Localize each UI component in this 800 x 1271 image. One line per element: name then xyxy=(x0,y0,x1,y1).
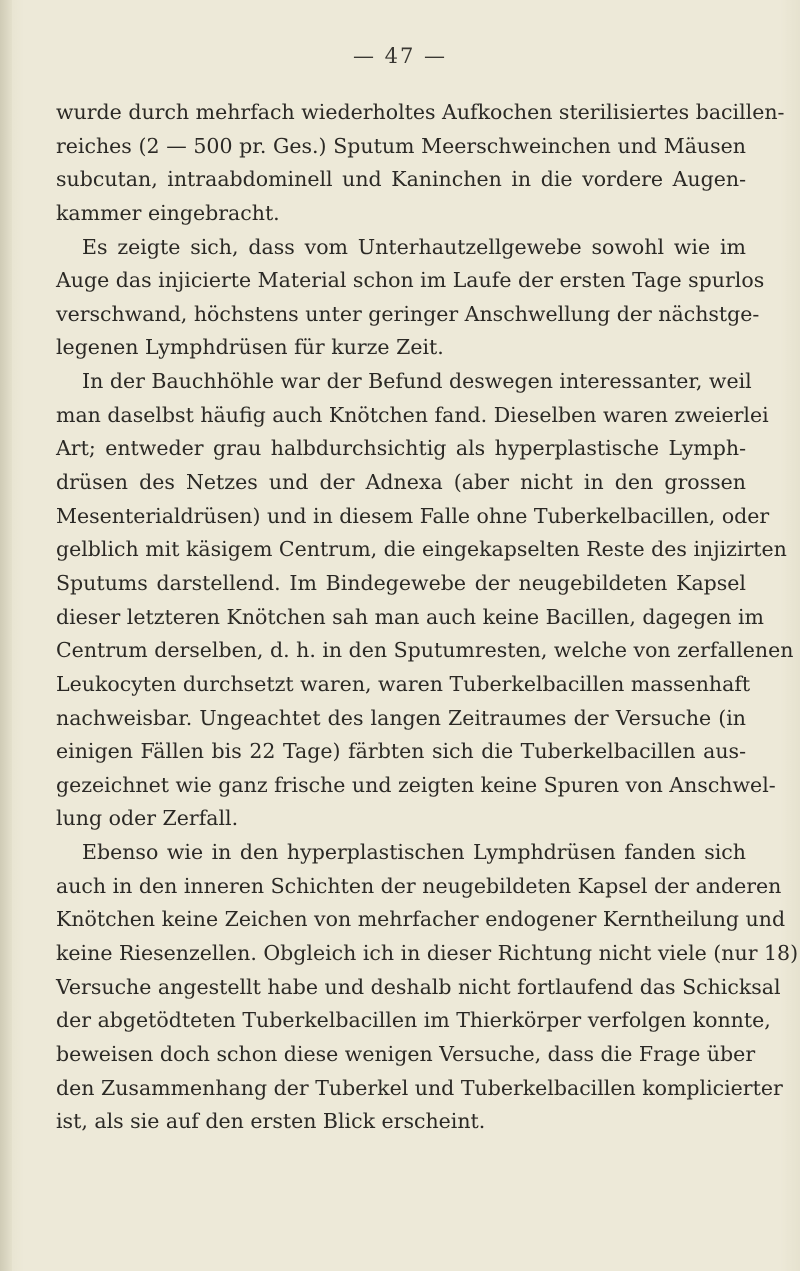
text-line: drüsen des Netzes und der Adnexa (aber nicht in den grossen xyxy=(56,470,746,495)
text-line: Auge das injicierte Material schon im Laufe der ersten Tage spurlos xyxy=(56,268,765,293)
text-line: auch in den inneren Schichten der neugebildeten Kapsel der anderen xyxy=(56,873,782,898)
text-line: einigen Fällen bis 22 Tage) färbten sich die Tuberkelbacillen aus- xyxy=(56,739,746,764)
text-line: Ebenso wie in den hyperplastischen Lymphdrüsen fanden sich xyxy=(82,840,746,865)
text-line: Es zeigte sich, dass vom Unterhautzellgewebe sowohl wie im xyxy=(82,234,746,259)
page-number: — 47 — xyxy=(352,44,448,68)
text-line: In der Bauchhöhle war der Befund deswegen interessanter, weil xyxy=(82,369,752,394)
text-line: Versuche angestellt habe und deshalb nicht fortlaufend das Schicksal xyxy=(56,974,781,999)
text-line: subcutan, intraabdominell und Kaninchen in die vordere Augen- xyxy=(56,167,746,192)
text-line: Sputums darstellend. Im Bindegewebe der neugebildeten Kapsel xyxy=(56,570,746,595)
text-line: reiches (2 — 500 pr. Ges.) Sputum Meerschweinchen und Mäusen xyxy=(56,133,746,158)
text-line: dieser letzteren Knötchen sah man auch keine Bacillen, dagegen im xyxy=(56,604,764,629)
text-line: legenen Lymphdrüsen für kurze Zeit. xyxy=(56,335,444,360)
text-line: gelblich mit käsigem Centrum, die eingekapselten Reste des injizirten xyxy=(56,537,787,562)
text-line: gezeichnet wie ganz frische und zeigten keine Spuren von Anschwel- xyxy=(56,772,776,797)
text-line: Leukocyten durchsetzt waren, waren Tuberkelbacillen massenhaft xyxy=(56,671,751,696)
paragraph-3 xyxy=(56,365,794,836)
text-line: Art; entweder grau halbdurchsichtig als hyperplastische Lymph- xyxy=(56,436,746,461)
text-line: man daselbst häufig auch Knötchen fand. Dieselben waren zweierlei xyxy=(56,402,769,427)
text-line: ist, als sie auf den ersten Blick erscheint. xyxy=(56,1109,486,1134)
paragraph-2 xyxy=(56,231,765,366)
text-line: wurde durch mehrfach wiederholtes Aufkochen sterilisiertes bacillen- xyxy=(56,100,785,124)
text-line: nachweisbar. Ungeachtet des langen Zeitraumes der Versuche (in xyxy=(56,705,746,730)
text-line: Centrum derselben, d. h. in den Sputumresten, welche von zerfallenen xyxy=(56,638,794,663)
text-line: Knötchen keine Zeichen von mehrfacher endogener Kerntheilung und xyxy=(56,907,786,932)
text-line: der abgetödteten Tuberkelbacillen im Thierkörper verfolgen konnte, xyxy=(56,1008,771,1033)
paragraph-1 xyxy=(56,96,785,231)
body-text xyxy=(56,96,799,1139)
text-line: Mesenterialdrüsen) und in diesem Falle ohne Tuberkelbacillen, oder xyxy=(56,503,770,528)
text-line: lung oder Zerfall. xyxy=(56,806,239,831)
text-line: den Zusammenhang der Tuberkel und Tuberkelbacillen komplicierter xyxy=(56,1075,783,1100)
text-line: keine Riesenzellen. Obgleich ich in dieser Richtung nicht viele (nur 18) xyxy=(56,941,799,966)
text-line: kammer eingebracht. xyxy=(56,200,280,225)
text-line: verschwand, höchstens unter geringer Anschwellung der nächstge- xyxy=(56,301,760,326)
page-gutter-shadow xyxy=(0,0,12,1271)
paragraph-4 xyxy=(56,836,799,1139)
text-line: beweisen doch schon diese wenigen Versuche, dass die Frage über xyxy=(56,1041,756,1066)
